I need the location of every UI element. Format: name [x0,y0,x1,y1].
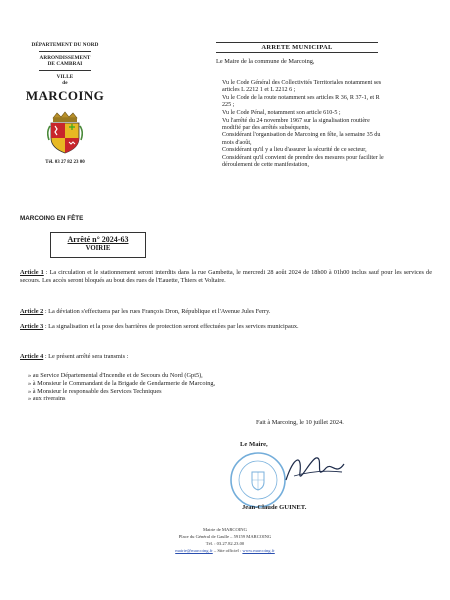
footer-contact [0,547,450,554]
article-text: : La signalisation et la pose des barrières de protection seront effectuées par les services municipaux. [43,323,299,330]
considerant: Vu le Code Pénal, notamment son article 610-5 ; [222,109,341,116]
considerant: Considérant qu'il convient de prendre des mesures pour faciliter le déroulement de cette manifestation, [222,155,384,169]
website-link[interactable]: www.marcoing.fr [242,548,275,553]
footer-mairie: Mairie de MARCOING [203,527,247,532]
article-text: : La circulation et le stationnement seront interdits dans la rue Gambetta, le mercredi 28 août 2024 de 18h00 à 01h00 inclus sauf pour les services de secours. Les accès seront bloqués au bout des rues de l'Eauette, Thiers et Voltaire. [20,269,432,284]
footer [0,526,450,554]
article-label: Article 3 [20,323,44,330]
recipient: » aux riverains [28,395,66,403]
article-4 [20,353,432,361]
town-name: MARCOING [25,88,105,103]
recipient: » à Monsieur le responsable des Services Techniques [28,387,162,395]
footer-separator: – Site officiel : [212,548,243,553]
recipients-list [28,372,408,403]
recipient: » à Monsieur le Commandant de la Brigade de Gendarmerie de Marcoing, [28,379,216,387]
article-2 [20,308,432,316]
divider [39,51,91,52]
date-line: Fait à Marcoing, le 10 juillet 2024. [256,419,344,426]
handwritten-signature-icon [280,446,350,492]
department-label: DÉPARTEMENT DU NORD [31,42,99,48]
official-stamp-icon [228,450,288,510]
considerant: Vu l'arrêté du 24 novembre 1967 sur la signalisation routière modifié par des arrêtés subséquents, [222,117,370,131]
phone-number: Tél. 03 27 82 23 00 [45,160,85,165]
de-label: de [62,80,68,86]
arrete-number: Arrêté n° 2024-63 [67,235,129,244]
footer-address: Place du Général de Gaulle – 59159 MARCOING [178,534,272,539]
ville-label: VILLE [56,74,74,80]
considerant: Vu le Code de la route notamment ses articles R 36, R 37-1, et R 225 ; [222,94,380,109]
letterhead [20,42,110,165]
arrondissement-label-2: DE CAMBRAI [47,61,83,67]
considerants-block [222,80,388,170]
footer-phone: Tél. : 03.27.82.23.00 [205,541,245,546]
signatory-title: Le Maire, [240,441,268,448]
recipient: » au Service Départemental d'Incendie et de Secours du Nord (Gpt5), [28,372,203,379]
considerant: Considérant l'organisation de Marcoing en fête, la semaine 35 du mois d'août, [222,132,381,146]
divider [39,70,91,71]
arrete-title: ARRETE MUNICIPAL [216,42,378,53]
signatory-name: Jean-Claude GUINET. [242,504,307,511]
arrete-number-box [50,232,146,258]
considerant: Considérant qu'il y a lieu d'assurer la sécurité de ce secteur, [222,147,367,154]
article-1 [20,269,432,285]
maire-line: Le Maire de la commune de Marcoing, [216,58,315,65]
article-text: : La déviation s'effectuera par les rues François Dron, République et l'Avenue Jules Ferry. [43,308,271,315]
article-text: : Le présent arrêté sera transmis : [43,353,129,360]
article-label: Article 1 [20,269,44,276]
email-link[interactable]: mairie@marcoing.fr [175,548,213,553]
section-heading: MARCOING EN FÊTE [20,215,84,222]
arrondissement-label: ARRONDISSEMENT [39,55,91,61]
coat-of-arms-icon [47,110,83,154]
arrete-subject: VOIRIE [85,245,111,252]
article-3 [20,323,432,331]
article-label: Article 4 [20,353,44,360]
considerant: Vu le Code Général des Collectivités Territoriales notamment ses articles L 2212 1 et L 2212 6 ; [222,80,382,94]
article-label: Article 2 [20,308,44,315]
